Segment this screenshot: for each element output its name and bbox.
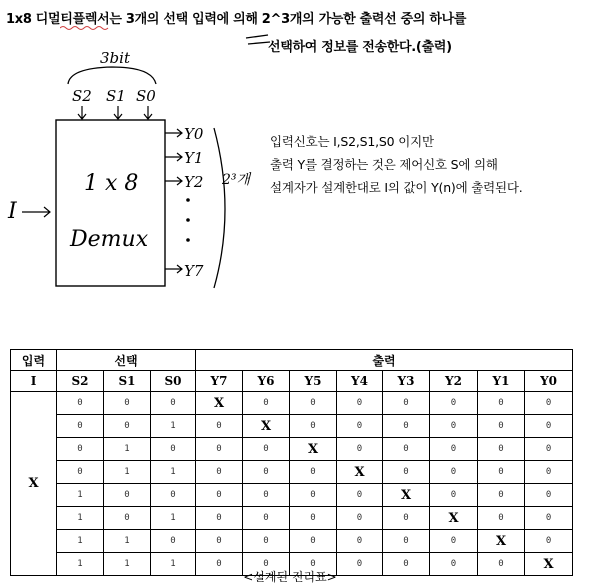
table-cell: 0 xyxy=(104,392,151,415)
block-label-bottom: Demux xyxy=(70,227,149,252)
table-cell: 0 xyxy=(196,507,243,530)
table-cell: 0 xyxy=(57,461,104,484)
table-cell: 0 xyxy=(151,392,196,415)
table-cell: 0 xyxy=(337,392,383,415)
table-cell: 0 xyxy=(478,507,525,530)
table-cell: X xyxy=(290,438,337,461)
table-cell: 0 xyxy=(430,392,478,415)
table-cell: 0 xyxy=(290,530,337,553)
table-cell: 0 xyxy=(525,438,573,461)
column-header-y3: Y3 xyxy=(383,371,430,392)
output-brace xyxy=(214,128,225,288)
table-row xyxy=(11,530,573,553)
table-cell: 0 xyxy=(430,415,478,438)
table-cell: 0 xyxy=(196,415,243,438)
table-row xyxy=(11,392,573,415)
table-cell: 0 xyxy=(290,484,337,507)
table-cell: 1 xyxy=(151,415,196,438)
table-cell: 0 xyxy=(290,392,337,415)
table-cell: 0 xyxy=(337,484,383,507)
ellipsis-dots xyxy=(186,198,190,242)
table-cell: 0 xyxy=(383,392,430,415)
header-line-1: 1x8 디멀티플렉서는 3개의 선택 입력에 의해 2^3개의 가능한 출력선 중의 하나를 xyxy=(6,12,467,27)
table-cell: 0 xyxy=(196,461,243,484)
column-header-s2: S2 xyxy=(57,371,104,392)
table-cell: 0 xyxy=(430,484,478,507)
table-cell: 1 xyxy=(151,461,196,484)
table-cell: 0 xyxy=(430,530,478,553)
table-row xyxy=(11,461,573,484)
table-cell: 0 xyxy=(290,461,337,484)
table-cell: 0 xyxy=(337,415,383,438)
column-header-y0: Y0 xyxy=(525,371,573,392)
column-header-s1: S1 xyxy=(104,371,151,392)
explanation-line-1: 입력신호는 I,S2,S1,S0 이지만 xyxy=(270,134,434,149)
table-cell: 0 xyxy=(430,553,478,576)
output-label-y7: Y7 xyxy=(184,262,204,280)
table-cell: 0 xyxy=(383,438,430,461)
table-cell: 0 xyxy=(525,392,573,415)
table-cell: 1 xyxy=(151,553,196,576)
table-cell: 1 xyxy=(57,530,104,553)
table-cell: 0 xyxy=(290,553,337,576)
select-label-s2: S2 xyxy=(72,87,92,105)
select-label-s0: S0 xyxy=(136,87,156,105)
bits-bracket xyxy=(68,67,156,84)
input-label: I xyxy=(8,199,17,224)
table-cell: 0 xyxy=(104,484,151,507)
input-arrow xyxy=(22,207,50,217)
column-header-row xyxy=(11,371,573,392)
table-cell: 0 xyxy=(525,461,573,484)
table-cell: X xyxy=(430,507,478,530)
brace-label: 2³개 xyxy=(222,172,251,188)
truth-table-body xyxy=(11,392,573,576)
table-cell: 0 xyxy=(525,484,573,507)
group-header-row xyxy=(11,350,573,371)
table-cell: X xyxy=(525,553,573,576)
explanation-text xyxy=(270,130,523,199)
table-cell: 0 xyxy=(478,461,525,484)
table-cell: 0 xyxy=(151,530,196,553)
table-cell: 0 xyxy=(151,484,196,507)
table-cell: 0 xyxy=(525,415,573,438)
output-arrows xyxy=(165,129,182,273)
column-header-y4: Y4 xyxy=(337,371,383,392)
table-cell: X xyxy=(243,415,290,438)
table-cell: 0 xyxy=(478,484,525,507)
table-cell: 0 xyxy=(290,507,337,530)
table-cell: 0 xyxy=(383,530,430,553)
table-cell: 0 xyxy=(478,392,525,415)
select-arrows xyxy=(78,106,152,119)
table-cell: 0 xyxy=(290,415,337,438)
table-cell: 1 xyxy=(104,553,151,576)
table-cell: 1 xyxy=(104,438,151,461)
table-cell: 0 xyxy=(243,507,290,530)
table-cell: 0 xyxy=(196,530,243,553)
table-cell: 0 xyxy=(243,484,290,507)
table-cell: 1 xyxy=(57,484,104,507)
table-cell: 0 xyxy=(383,415,430,438)
select-label-s1: S1 xyxy=(106,87,126,105)
table-cell: 1 xyxy=(104,461,151,484)
demux-block-diagram xyxy=(0,40,260,300)
table-cell: 0 xyxy=(104,415,151,438)
column-header-s0: S0 xyxy=(151,371,196,392)
table-cell: 0 xyxy=(478,553,525,576)
table-cell: 0 xyxy=(57,392,104,415)
table-cell: 0 xyxy=(243,553,290,576)
table-cell: 0 xyxy=(104,507,151,530)
table-cell: 1 xyxy=(57,553,104,576)
header-line-2: 선택하여 정보를 전송한다.(출력) xyxy=(268,40,452,55)
table-cell: 0 xyxy=(430,438,478,461)
output-label-y0: Y0 xyxy=(184,125,204,143)
block-label-top: 1 x 8 xyxy=(84,171,139,196)
group-header-select: 선택 xyxy=(57,350,196,371)
table-cell: X xyxy=(383,484,430,507)
table-cell: 0 xyxy=(478,438,525,461)
truth-table xyxy=(10,349,573,576)
table-cell: 0 xyxy=(57,415,104,438)
table-cell: 0 xyxy=(196,553,243,576)
table-cell: X xyxy=(337,461,383,484)
table-cell: 0 xyxy=(383,461,430,484)
explanation-line-2: 출력 Y를 결정하는 것은 제어신호 S에 의해 xyxy=(270,157,498,172)
table-cell: X xyxy=(196,392,243,415)
table-cell: 1 xyxy=(151,507,196,530)
table-cell: 0 xyxy=(337,438,383,461)
column-header-y5: Y5 xyxy=(290,371,337,392)
column-header-y7: Y7 xyxy=(196,371,243,392)
table-cell: 0 xyxy=(151,438,196,461)
table-cell: 1 xyxy=(57,507,104,530)
table-cell: 0 xyxy=(478,415,525,438)
demux-box xyxy=(56,120,165,286)
table-cell: X xyxy=(478,530,525,553)
table-row xyxy=(11,507,573,530)
table-row xyxy=(11,415,573,438)
column-header-y2: Y2 xyxy=(430,371,478,392)
output-label-y1: Y1 xyxy=(184,149,204,167)
table-cell: 0 xyxy=(243,392,290,415)
table-cell: 0 xyxy=(383,553,430,576)
table-cell: 0 xyxy=(196,438,243,461)
output-label-y2: Y2 xyxy=(184,173,204,191)
column-header-y6: Y6 xyxy=(243,371,290,392)
table-row xyxy=(11,438,573,461)
table-row xyxy=(11,484,573,507)
column-header-y1: Y1 xyxy=(478,371,525,392)
bits-label: 3bit xyxy=(100,49,130,67)
group-header-output: 출력 xyxy=(196,350,573,371)
table-cell: 0 xyxy=(243,530,290,553)
input-value-cell: X xyxy=(11,392,57,576)
table-cell: 1 xyxy=(104,530,151,553)
table-cell: 0 xyxy=(337,507,383,530)
table-cell: 0 xyxy=(525,530,573,553)
table-cell: 0 xyxy=(525,507,573,530)
table-caption: <설계된 진리표> xyxy=(243,570,337,584)
table-cell: 0 xyxy=(196,484,243,507)
column-header-i: I xyxy=(11,371,57,392)
group-header-input: 입력 xyxy=(11,350,57,371)
table-cell: 0 xyxy=(243,461,290,484)
table-cell: 0 xyxy=(430,461,478,484)
table-cell: 0 xyxy=(57,438,104,461)
explanation-line-3: 설계자가 설계한대로 I의 값이 Y(n)에 출력된다. xyxy=(270,180,523,195)
table-cell: 0 xyxy=(243,438,290,461)
table-cell: 0 xyxy=(337,530,383,553)
table-cell: 0 xyxy=(383,507,430,530)
table-cell: 0 xyxy=(337,553,383,576)
